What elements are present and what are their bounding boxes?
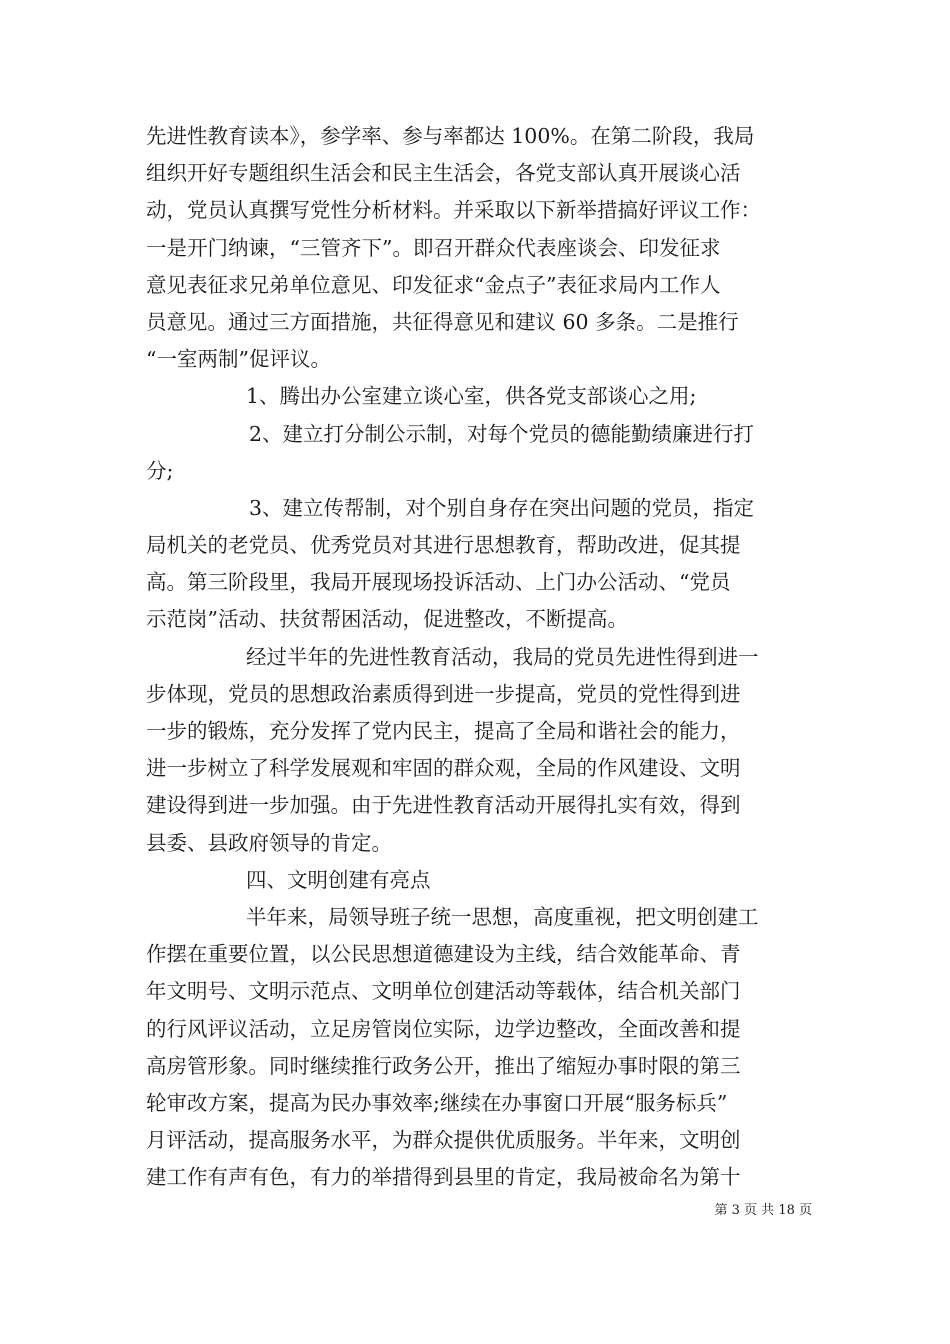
- text-line: 组织开好专题组织生活会和民主生活会，各党支部认真开展谈心活: [146, 161, 741, 186]
- list-item-1: 1、腾出办公室建立谈心室，供各党支部谈心之用;: [246, 384, 697, 409]
- text-line: 动，党员认真撰写党性分析材料。并采取以下新举措搞好评议工作：: [146, 198, 761, 223]
- text-line: 一是开门纳谏，“三管齐下”。即召开群众代表座谈会、印发征求: [146, 235, 721, 260]
- text-line: 分;: [146, 458, 174, 483]
- text-line: 建工作有声有色，有力的举措得到县里的肯定，我局被命名为第十: [146, 1165, 741, 1190]
- text-line: 高房管形象。同时继续推行政务公开，推出了缩短办事时限的第三: [146, 1053, 741, 1078]
- text-line: 意见表征求兄弟单位意见、印发征求“金点子”表征求局内工作人: [146, 272, 721, 297]
- text-line: “一室两制”促评议。: [146, 347, 331, 372]
- list-item-2: 2、建立打分制公示制，对每个党员的德能勤绩廉进行打: [249, 421, 755, 446]
- text-line: 县委、县政府领导的肯定。: [146, 830, 392, 855]
- page-number-footer: 第 3 页 共 18 页: [714, 1203, 812, 1218]
- text-line: 进一步树立了科学发展观和牢固的群众观，全局的作风建设、文明: [146, 756, 741, 781]
- text-line: 一步的锻炼，充分发挥了党内民主，提高了全局和谐社会的能力，: [146, 719, 741, 743]
- text-line: 局机关的老党员、优秀党员对其进行思想教育，帮助改进，促其提: [146, 533, 741, 558]
- text-line: 的行风评议活动，立足房管岗位实际，边学边整改，全面改善和提: [146, 1016, 741, 1041]
- document-body: [146, 118, 816, 1196]
- text-line: 步体现，党员的思想政治素质得到进一步提高，党员的党性得到进: [146, 681, 741, 706]
- list-item-3: 3、建立传帮制，对个别自身存在突出问题的党员，指定: [249, 495, 755, 520]
- text-line: 先进性教育读本》，参学率、参与率都达 100%。在第二阶段，我局: [146, 124, 755, 148]
- paragraph-start: 半年来，局领导班子统一思想，高度重视，把文明创建工: [246, 904, 759, 929]
- text-line: 作摆在重要位置，以公民思想道德建设为主线，结合效能革命、青: [146, 942, 741, 967]
- text-line: 高。第三阶段里，我局开展现场投诉活动、上门办公活动、“党员: [146, 570, 731, 595]
- text-line: 轮审改方案，提高为民办事效率;继续在办事窗口开展“服务标兵”: [146, 1090, 728, 1115]
- text-line: 示范岗”活动、扶贫帮困活动，促进整改，不断提高。: [146, 607, 628, 632]
- section-heading: 四、文明创建有亮点: [246, 867, 431, 892]
- paragraph-start: 经过半年的先进性教育活动，我局的党员先进性得到进一: [246, 644, 759, 669]
- text-line: 建设得到进一步加强。由于先进性教育活动开展得扎实有效，得到: [146, 793, 741, 818]
- text-line: 月评活动，提高服务水平，为群众提供优质服务。半年来，文明创: [146, 1128, 741, 1153]
- text-line: 年文明号、文明示范点、文明单位创建活动等载体，结合机关部门: [146, 979, 741, 1004]
- text-line: 员意见。通过三方面措施，共征得意见和建议 60 多条。二是推行: [146, 309, 739, 334]
